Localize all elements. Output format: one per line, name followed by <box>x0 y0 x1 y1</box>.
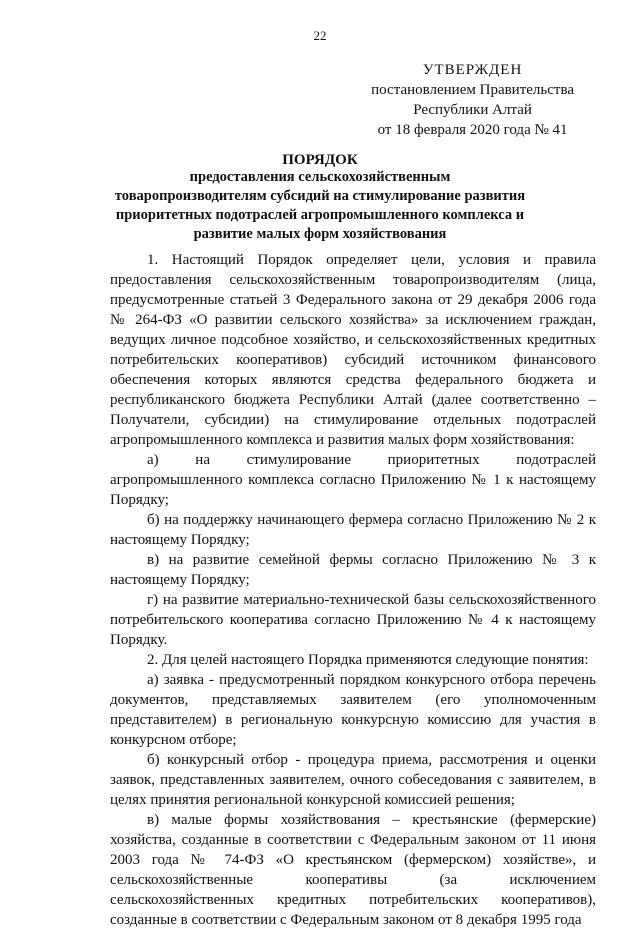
document-title: ПОРЯДОК <box>282 152 358 168</box>
approval-line: от 18 февраля 2020 года № 41 <box>377 122 568 138</box>
paragraph: 2. Для целей настоящего Порядка применяются следующие понятия: <box>147 652 589 668</box>
approval-stamp <box>371 60 574 140</box>
paragraph: а) заявка - предусмотренный порядком конкурсного отбора перечень документов, представляемых заявителем (его уполномоченным представителем) в региональную конкурсную комиссию для участия в конкурсном отборе; <box>110 672 596 748</box>
paragraph: в) малые формы хозяйствования – крестьянские (фермерские) хозяйства, созданные в соответствии с Федеральным законом от 11 июня 2003 года № 74-ФЗ «О крестьянском (фермерском) хозяйстве», и сельскохозяйственные кооперативы (за исключением сельскохозяйственных кредитных потребительских кооперативов), созданные в соответствии с Федеральным законом от 8 декабря 1995 года <box>110 812 596 928</box>
approval-heading: УТВЕРЖДЕН <box>422 62 523 78</box>
approval-line: Республики Алтай <box>413 102 532 118</box>
subtitle-line: развитие малых форм хозяйствования <box>193 226 447 242</box>
paragraph: 1. Настоящий Порядок определяет цели, условия и правила предоставления сельскохозяйственным товаропроизводителям (лица, предусмотренные статьей 3 Федерального закона от 29 декабря 2006 года № 264-ФЗ «О развитии сельского хозяйства» за исключением граждан, ведущих личное подсобное хозяйство, и сельскохозяйственных кредитных потребительских кооперативов) субсидий источником финансового обеспечения которых являются средства федерального бюджета и республиканского бюджета Республики Алтай (далее соответственно – Получатели, субсидии) на стимулирование отдельных подотраслей агропромышленного комплекса и развития малых форм хозяйствования: <box>110 252 596 448</box>
paragraph: б) конкурсный отбор - процедура приема, рассмотрения и оценки заявок, представленных заявителем, очного собеседования с заявителем, в целях принятия региональной конкурсной комиссией решения; <box>110 752 596 808</box>
paragraph: г) на развитие материально-технической базы сельскохозяйственного потребительского кооператива согласно Приложению № 4 к настоящему Порядку. <box>110 592 596 648</box>
paragraph: в) на развитие семейной фермы согласно Приложению № 3 к настоящему Порядку; <box>110 552 596 588</box>
subtitle-line: приоритетных подотраслей агропромышленного комплекса и <box>115 207 525 223</box>
paragraph: а) на стимулирование приоритетных подотраслей агропромышленного комплекса согласно Приложению № 1 к настоящему Порядку; <box>110 452 596 508</box>
approval-line: постановлением Правительства <box>371 82 574 98</box>
page-number: 22 <box>313 28 327 43</box>
subtitle-line: товаропроизводителям субсидий на стимулирование развития <box>114 188 526 204</box>
subtitle-line: предоставления сельскохозяйственным <box>189 169 451 185</box>
paragraph: б) на поддержку начинающего фермера согласно Приложению № 2 к настоящему Порядку; <box>110 512 596 548</box>
document-body <box>110 250 596 930</box>
document-subtitle <box>0 168 640 244</box>
